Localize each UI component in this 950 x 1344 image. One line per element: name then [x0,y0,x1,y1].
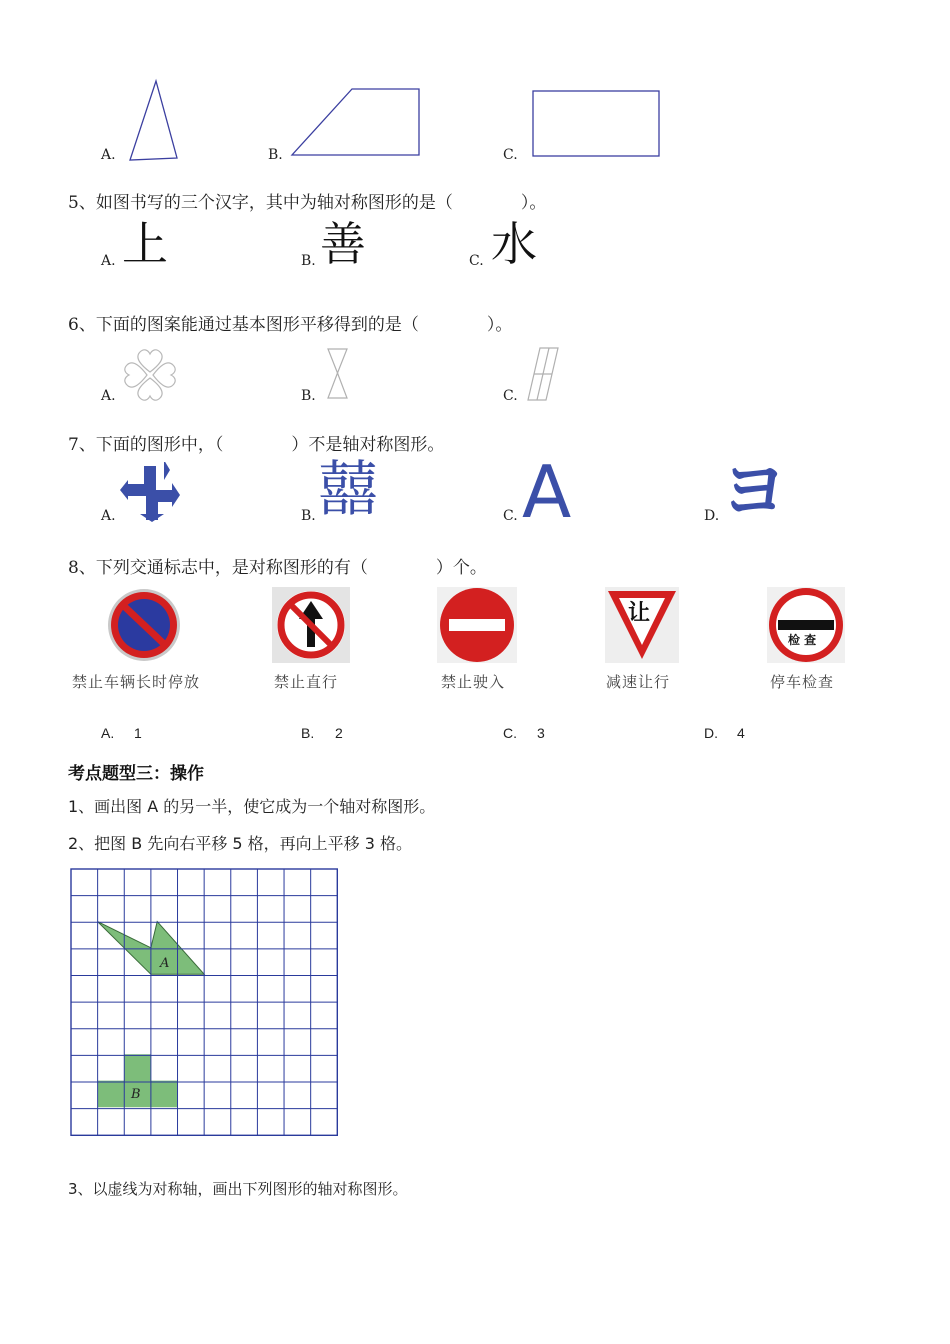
q7-option-b-label: B. [301,508,316,524]
section-3-item-1: 1、画出图 A 的另一半，使它成为一个轴对称图形。 [68,797,436,816]
q7-option-b-glyph: 囍 [318,455,378,525]
trapezoid-shape [288,86,424,160]
sign-label-no-parking: 禁止车辆长时停放 [72,673,201,691]
q6-option-a-label: A. [101,388,116,404]
q5-option-c-char: 水 [491,217,537,271]
q7-option-c-label: C. [503,508,518,524]
q8-answer-d-letter: D. [704,725,718,741]
q5-option-a-label: A. [101,253,116,269]
sign-label-inspection: 停车检查 [770,673,835,691]
q7-option-d-label: D. [704,508,720,524]
section-3-heading: 考点题型三：操作 [68,764,204,784]
no-long-parking-sign-icon [103,587,185,663]
question-8-text: 8、下列交通标志中，是对称图形的有（ ）个。 [68,558,487,578]
sign-label-yield: 减速让行 [606,673,671,691]
rectangle-shape [530,88,664,160]
q7-option-a-label: A. [101,508,116,524]
rotating-arrows-icon [120,462,182,524]
square-grid [70,868,340,1138]
q8-answer-d-value: 4 [737,725,745,741]
sign-label-no-entry: 禁止驶入 [441,673,506,691]
question-7-text: 7、下面的图形中，（ ）不是轴对称图形。 [68,435,445,455]
q5-option-b-char: 善 [320,217,366,271]
q4-options [0,70,950,170]
inspection-sign-text: 检 查 [788,633,817,647]
q8-answer-a-letter: A. [101,725,115,741]
no-straight-ahead-sign-icon [272,587,350,663]
question-6-text: 6、下面的图案能通过基本图形平移得到的是（ ）。 [68,315,513,335]
triangle-shape [126,78,182,164]
q8-answers [0,725,950,745]
question-5-text: 5、如图书写的三个汉字，其中为轴对称图形的是（ ）。 [68,193,547,213]
q8-answer-a-value: 1 [134,725,142,741]
section-3-item-2: 2、把图 B 先向右平移 5 格，再向上平移 3 格。 [68,834,413,853]
q4-option-c-label: C. [503,147,518,163]
q6-option-c-label: C. [503,388,518,404]
q5-options [0,215,950,275]
q8-answer-c-value: 3 [537,725,545,741]
q4-option-b-label: B. [268,147,283,163]
shape-a-label: A [160,956,170,971]
no-entry-sign-icon [437,587,517,663]
yield-sign-text: 让 [628,601,651,626]
stop-for-inspection-sign-icon [767,587,845,663]
q8-answer-b-letter: B. [301,725,315,741]
q6-option-b-label: B. [301,388,316,404]
section-3-item-3: 3、以虚线为对称轴，画出下列图形的轴对称图形。 [68,1180,408,1198]
hourglass-triangles-pattern [325,346,351,402]
shape-b-label: B [131,1087,141,1102]
q7-options [0,450,950,534]
four-heart-clover-pattern [120,344,180,406]
q7-option-d-glyph: ヨ [720,452,789,531]
parallelogram-grid-pattern [524,344,562,404]
q5-option-a-char: 上 [122,217,168,271]
q6-options [0,340,950,410]
q7-option-c-glyph: A [522,450,572,534]
sign-label-no-straight: 禁止直行 [274,673,339,691]
q4-option-a-label: A. [101,147,116,163]
q8-answer-b-value: 2 [335,725,343,741]
q8-answer-c-letter: C. [503,725,517,741]
q5-option-c-label: C. [469,253,484,269]
q5-option-b-label: B. [301,253,316,269]
